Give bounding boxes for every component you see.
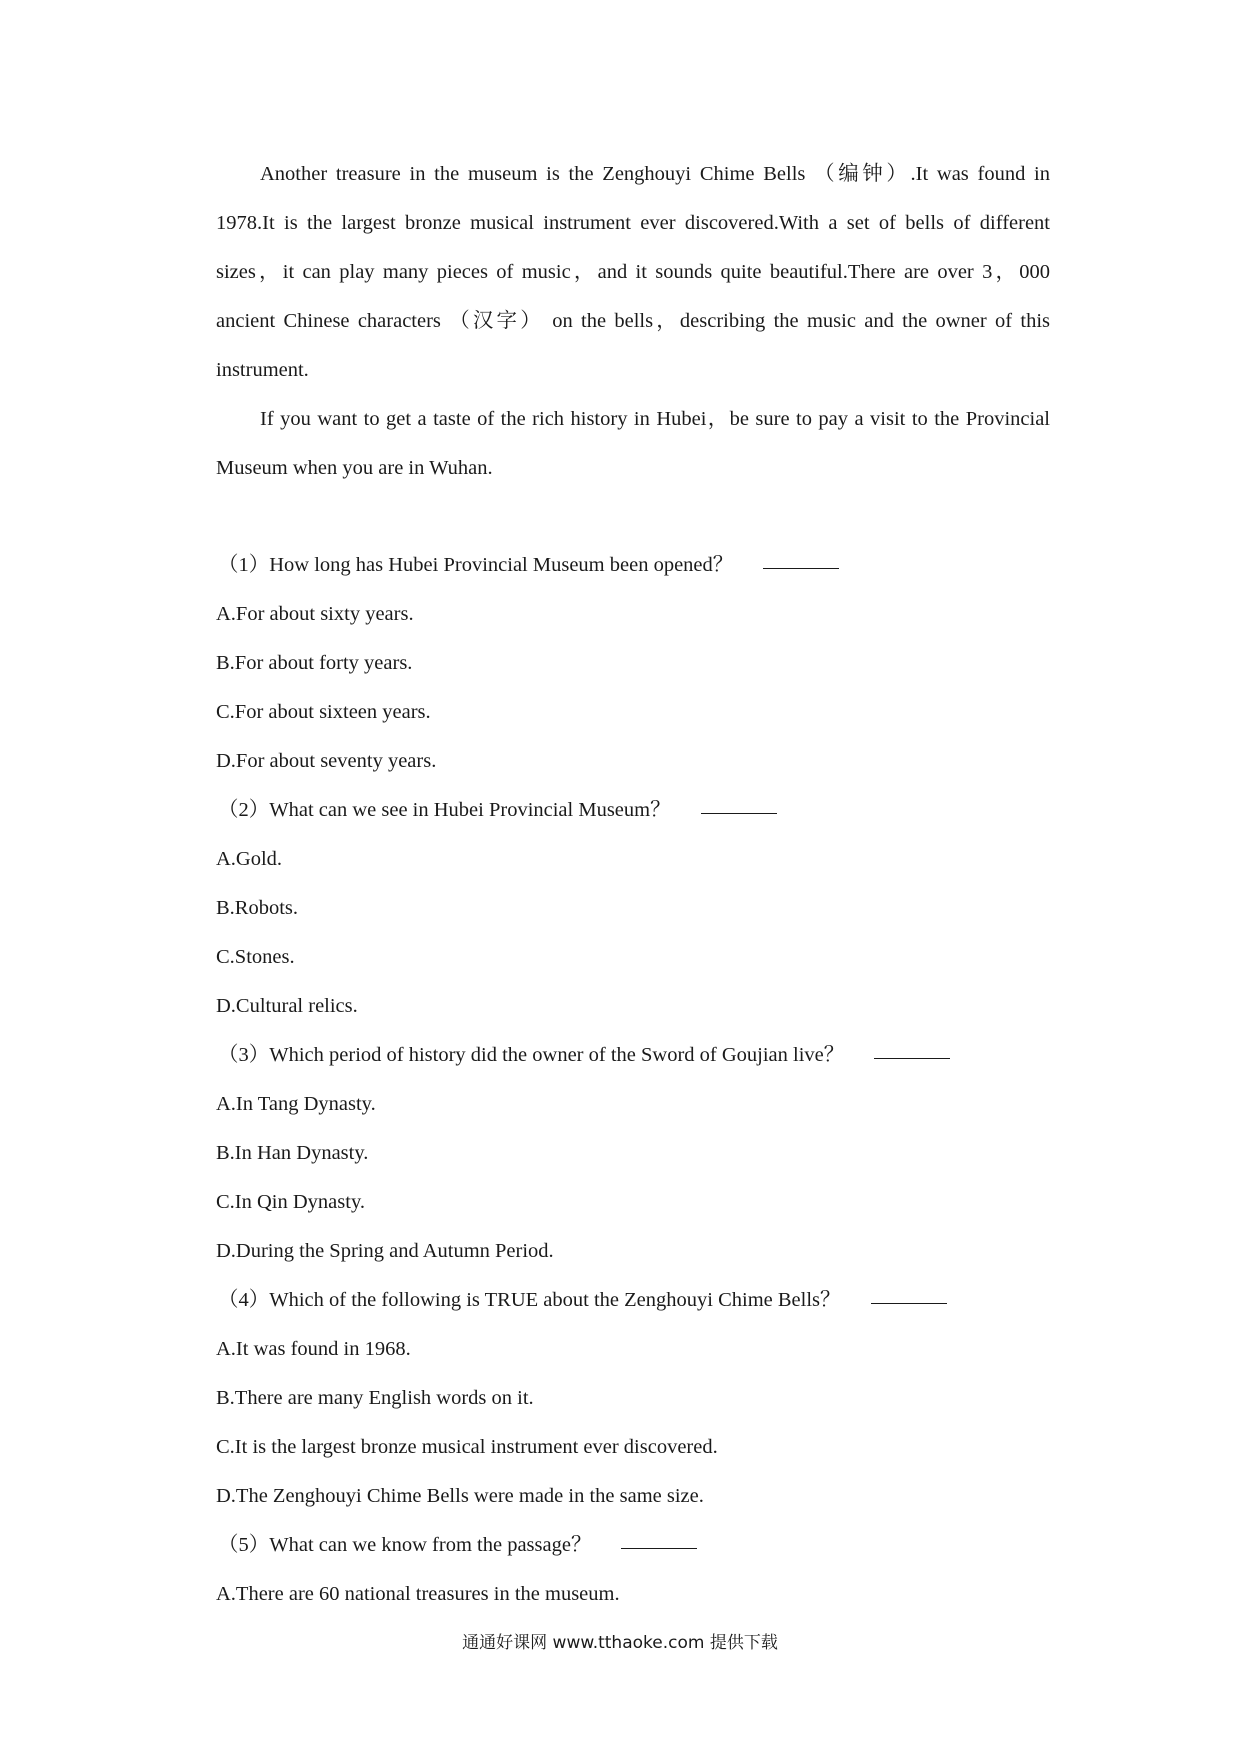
answer-option: B.In Han Dynasty. (216, 1142, 369, 1164)
question-text: What can we know from the passage？ (269, 1534, 592, 1556)
question-text: How long has Hubei Provincial Museum been opened？ (269, 554, 734, 576)
answer-option: A.For about sixty years. (216, 603, 414, 625)
answer-option: C.For about sixteen years. (216, 701, 431, 723)
page-footer: 通通好课网 www.tthaoke.com 提供下载 (462, 1633, 778, 1653)
answer-blank (874, 1044, 950, 1059)
question-stem (216, 541, 1050, 590)
answer-option: C.It is the largest bronze musical instrument ever discovered. (216, 1436, 718, 1458)
question-number: （4） (218, 1289, 270, 1311)
document-page (216, 150, 1050, 1619)
answer-option: C.Stones. (216, 946, 295, 968)
answer-option: D.For about seventy years. (216, 750, 437, 772)
passage-paragraph: Another treasure in the museum is the Zenghouyi Chime Bells （编钟）.It was found in 1978.It is the largest bronze musical instrument ever discovered.With a set of bells of different sizes，it can play many pieces of music，and it sounds quite beautiful.There are over 3，000 ancient Chinese characters （汉字） on the bells，describing the music and the owner of this instrument. (216, 163, 1050, 381)
answer-blank (763, 554, 839, 569)
answer-option: B.There are many English words on it. (216, 1387, 534, 1409)
question-number: （2） (218, 799, 270, 821)
question-stem (216, 1276, 1050, 1325)
passage (216, 150, 1050, 493)
answer-option: A.In Tang Dynasty. (216, 1093, 376, 1115)
question-stem (216, 1031, 1050, 1080)
question-number: （5） (218, 1534, 270, 1556)
question-text: Which period of history did the owner of the Sword of Goujian live？ (269, 1044, 845, 1066)
answer-blank (621, 1534, 697, 1549)
question-block (216, 541, 1050, 786)
question-number: （1） (218, 554, 270, 576)
answer-blank (871, 1289, 947, 1304)
answer-option: B.Robots. (216, 897, 299, 919)
answer-option: A.Gold. (216, 848, 283, 870)
answer-option: A.It was found in 1968. (216, 1338, 411, 1360)
question-block (216, 1031, 1050, 1276)
question-text: What can we see in Hubei Provincial Museum？ (269, 799, 671, 821)
answer-option: A.There are 60 national treasures in the museum. (216, 1583, 620, 1605)
answer-option: D.Cultural relics. (216, 995, 358, 1017)
question-number: （3） (218, 1044, 270, 1066)
question-stem (216, 1521, 1050, 1570)
passage-paragraph: If you want to get a taste of the rich history in Hubei，be sure to pay a visit to the Provincial Museum when you are in Wuhan. (216, 408, 1050, 479)
question-stem (216, 786, 1050, 835)
question-block (216, 786, 1050, 1031)
answer-option: C.In Qin Dynasty. (216, 1191, 365, 1213)
answer-option: D.The Zenghouyi Chime Bells were made in the same size. (216, 1485, 704, 1507)
question-text: Which of the following is TRUE about the Zenghouyi Chime Bells？ (269, 1289, 841, 1311)
question-block (216, 1521, 1050, 1619)
answer-option: B.For about forty years. (216, 652, 413, 674)
question-list (216, 541, 1050, 1619)
answer-option: D.During the Spring and Autumn Period. (216, 1240, 554, 1262)
question-block (216, 1276, 1050, 1521)
answer-blank (701, 799, 777, 814)
